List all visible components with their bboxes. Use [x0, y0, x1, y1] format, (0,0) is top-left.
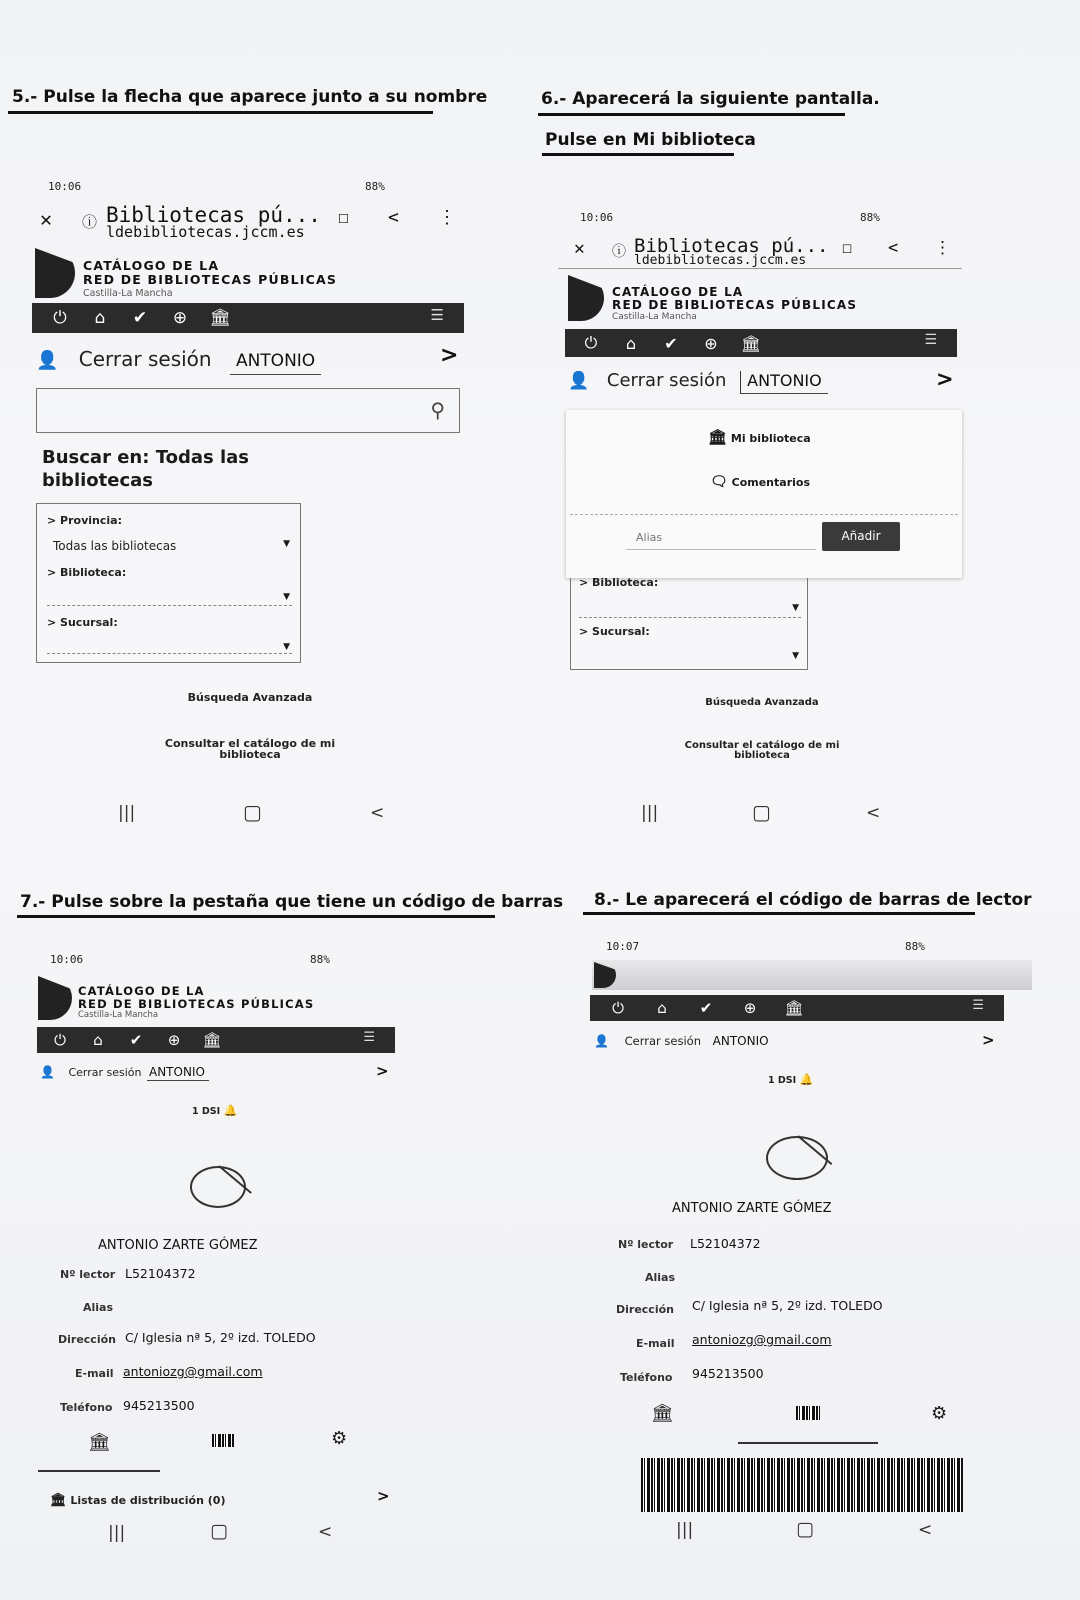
gear-icon[interactable]: ⚙	[331, 1428, 348, 1449]
logo-sub: Castilla-La Mancha	[612, 312, 697, 322]
logout-link[interactable]: Cerrar sesión	[606, 370, 727, 391]
catalog-link[interactable]: Consultar el catálogo de mi biblioteca	[684, 740, 840, 761]
user-name: ANTONIO	[230, 351, 321, 375]
back-button[interactable]: <	[318, 1522, 333, 1542]
advanced-search-link[interactable]: Búsqueda Avanzada	[187, 691, 313, 704]
logo-mark	[568, 275, 604, 321]
close-icon[interactable]: ✕	[574, 238, 585, 259]
avatar	[766, 1136, 828, 1180]
chevron-down-icon: ▼	[283, 539, 290, 549]
status-time: 10:06	[50, 953, 84, 966]
direccion-value: C/ Iglesia nª 5, 2º izd. TOLEDO	[692, 1298, 883, 1313]
direccion-value: C/ Iglesia nª 5, 2º izd. TOLEDO	[125, 1330, 316, 1345]
menu-item-mi-biblioteca[interactable]	[708, 428, 811, 446]
bell-icon: 🔔	[799, 1073, 814, 1086]
divider	[558, 268, 962, 269]
logo-sub: Castilla-La Mancha	[78, 1010, 159, 1020]
logout-link[interactable]: Cerrar sesión	[78, 347, 212, 371]
telefono-label: Teléfono	[620, 1371, 673, 1384]
logo-mark	[35, 248, 75, 298]
step-6-sub-underline	[542, 153, 734, 156]
search-zoom-icon[interactable]: ⊕	[172, 308, 188, 328]
logo-sub: Castilla-La Mancha	[83, 288, 173, 299]
filter-panel	[570, 578, 808, 670]
lector-label: Nº lector	[618, 1238, 674, 1251]
status-time: 10:07	[606, 940, 640, 953]
gear-icon[interactable]: ⚙	[931, 1403, 948, 1424]
dsi-label: 1 DSI	[192, 1106, 221, 1117]
telefono-value: 945213500	[692, 1366, 764, 1381]
expand-arrow-button[interactable]: >	[376, 1062, 389, 1080]
share-icon[interactable]: <	[888, 238, 899, 258]
status-time: 10:06	[48, 180, 82, 193]
library-icon[interactable]: 🏛	[784, 999, 804, 1017]
home-button[interactable]: ▢	[752, 800, 771, 824]
dsi-badge[interactable]	[192, 1104, 237, 1117]
comentarios-label: Comentarios	[731, 476, 810, 489]
step-8-heading: 8.- Le aparecerá el código de barras de lector	[594, 890, 1032, 910]
step-5-underline	[8, 111, 433, 114]
email-value: antoniozg@gmail.com	[692, 1332, 832, 1347]
recent-apps-button[interactable]: |||	[676, 1520, 694, 1540]
bell-icon: 🔔	[223, 1104, 238, 1117]
menu-icon[interactable]: ☰	[430, 306, 444, 324]
check-icon[interactable]: ✔	[664, 333, 678, 353]
nav-toolbar	[32, 303, 464, 333]
comments-icon: 🗨	[710, 474, 728, 490]
logout-link[interactable]: Cerrar sesión	[68, 1066, 142, 1079]
home-button[interactable]: ▢	[243, 800, 262, 824]
check-icon[interactable]: ✔	[699, 999, 713, 1017]
divider	[570, 514, 958, 515]
info-icon[interactable]: ⓘ	[82, 213, 98, 231]
info-icon[interactable]: ⓘ	[612, 244, 626, 260]
provincia-select[interactable]: Todas las bibliotecas	[53, 539, 177, 553]
nav-toolbar	[590, 995, 1004, 1021]
step-6-heading: 6.- Aparecerá la siguiente pantalla.	[541, 89, 880, 109]
menu-item-comentarios[interactable]	[710, 474, 810, 490]
logo-line1: CATÁLOGO DE LA	[612, 285, 744, 299]
step-6-subheading: Pulse en Mi biblioteca	[545, 130, 756, 150]
library-tab-icon[interactable]: 🏛	[88, 1432, 111, 1453]
barcode-tab-icon[interactable]	[212, 1434, 234, 1447]
user-icon: 👤	[594, 1034, 609, 1048]
status-time: 10:06	[580, 211, 614, 224]
lector-value: L52104372	[690, 1236, 761, 1251]
step-8-underline	[583, 912, 975, 915]
user-icon: 👤	[36, 350, 59, 371]
search-zoom-icon[interactable]: ⊕	[704, 333, 718, 353]
biblioteca-select[interactable]	[47, 584, 292, 606]
alias-label: Alias	[645, 1271, 676, 1284]
logo-mark	[594, 962, 616, 988]
distribution-lists-label: Listas de distribución (0)	[70, 1494, 226, 1507]
logo-line1: CATÁLOGO DE LA	[78, 984, 205, 998]
logo-line2: RED DE BIBLIOTECAS PÚBLICAS	[612, 298, 858, 312]
back-button[interactable]: <	[866, 803, 881, 823]
alias-label: Alias	[83, 1301, 114, 1314]
step-7-underline	[17, 915, 495, 918]
add-button[interactable]: Añadir	[822, 522, 900, 551]
user-name: ANTONIO	[712, 1034, 769, 1048]
back-button[interactable]: <	[918, 1520, 933, 1540]
power-icon[interactable]: ⏻	[53, 308, 67, 328]
distribution-lists-link[interactable]	[50, 1493, 225, 1508]
power-icon[interactable]: ⏻	[612, 999, 624, 1017]
recent-apps-button[interactable]: |||	[118, 803, 136, 823]
home-icon[interactable]: ⌂	[94, 308, 106, 328]
user-name: ANTONIO	[740, 371, 828, 394]
home-icon[interactable]: ⌂	[93, 1031, 103, 1049]
close-icon[interactable]: ✕	[40, 207, 53, 231]
logo-line1: CATÁLOGO DE LA	[83, 258, 220, 273]
library-tab-icon[interactable]: 🏛	[651, 1403, 674, 1424]
barcode-tab-icon[interactable]	[796, 1406, 820, 1420]
advanced-search-link[interactable]: Búsqueda Avanzada	[705, 697, 819, 708]
library-icon: 🏛	[50, 1493, 67, 1508]
browser-title: Bibliotecas pú...	[634, 235, 829, 257]
user-icon: 👤	[40, 1065, 55, 1079]
recent-apps-button[interactable]: |||	[641, 803, 659, 823]
menu-icon[interactable]: ☰	[972, 998, 984, 1013]
email-label: E-mail	[75, 1367, 114, 1380]
menu-icon[interactable]: ☰	[924, 332, 937, 348]
email-label: E-mail	[636, 1337, 675, 1350]
power-icon[interactable]: ⏻	[584, 333, 598, 352]
expand-arrow-button[interactable]: >	[982, 1031, 995, 1049]
dsi-badge[interactable]	[768, 1073, 813, 1086]
lector-value: L52104372	[125, 1266, 196, 1281]
home-button[interactable]: ▢	[796, 1518, 814, 1540]
bookmark-icon[interactable]: ☐	[842, 238, 853, 258]
chevron-down-icon: ▼	[792, 603, 799, 613]
bookmark-icon[interactable]: ☐	[338, 207, 349, 228]
library-icon[interactable]: 🏛	[202, 1031, 222, 1049]
telefono-value: 945213500	[123, 1398, 195, 1413]
user-icon: 👤	[568, 371, 590, 391]
user-fullname: ANTONIO ZARTE GÓMEZ	[672, 1201, 832, 1216]
user-fullname: ANTONIO ZARTE GÓMEZ	[98, 1238, 258, 1253]
search-zoom-icon[interactable]: ⊕	[743, 999, 757, 1017]
sucursal-label: > Sucursal:	[579, 625, 650, 638]
status-battery: 88%	[860, 211, 880, 224]
step-5-heading: 5.- Pulse la flecha que aparece junto a su nombre	[12, 87, 488, 107]
user-dropdown-menu	[566, 410, 962, 578]
reader-barcode	[641, 1458, 963, 1512]
back-button[interactable]: <	[370, 803, 385, 823]
menu-icon[interactable]: ☰	[363, 1030, 375, 1045]
search-zoom-icon[interactable]: ⊕	[167, 1031, 181, 1049]
library-icon[interactable]: 🏛	[209, 308, 231, 328]
lector-label: Nº lector	[60, 1268, 116, 1281]
active-tab-indicator	[38, 1470, 160, 1472]
alias-placeholder: Alias	[636, 531, 663, 544]
avatar	[190, 1166, 246, 1208]
chevron-down-icon: ▼	[792, 651, 799, 661]
home-icon[interactable]: ⌂	[625, 333, 637, 353]
search-icon[interactable]: ⚲	[430, 398, 445, 422]
biblioteca-select[interactable]	[579, 596, 801, 618]
biblioteca-label: > Biblioteca:	[47, 566, 127, 579]
expand-arrow-button[interactable]: >	[440, 343, 459, 368]
biblioteca-label: > Biblioteca:	[579, 576, 659, 589]
nav-toolbar	[37, 1027, 395, 1053]
logo-line2: RED DE BIBLIOTECAS PÚBLICAS	[78, 997, 315, 1011]
home-button[interactable]: ▢	[210, 1520, 228, 1542]
filter-panel	[36, 503, 301, 663]
mi-biblioteca-label: Mi biblioteca	[730, 432, 811, 445]
logo-line2: RED DE BIBLIOTECAS PÚBLICAS	[83, 272, 338, 287]
email-value: antoniozg@gmail.com	[123, 1364, 263, 1379]
browser-url[interactable]: ldebibliotecas.jccm.es	[106, 223, 305, 241]
browser-title: Bibliotecas pú...	[106, 203, 321, 227]
chevron-down-icon: ▼	[283, 592, 290, 602]
step-7-heading: 7.- Pulse sobre la pestaña que tiene un código de barras	[20, 892, 564, 912]
more-icon[interactable]: ⋮	[934, 238, 951, 258]
direccion-label: Dirección	[616, 1303, 674, 1316]
more-icon[interactable]: ⋮	[438, 207, 456, 228]
alias-input[interactable]	[626, 522, 816, 550]
library-icon: 🏛	[708, 428, 728, 446]
direccion-label: Dirección	[58, 1333, 116, 1346]
telefono-label: Teléfono	[60, 1401, 113, 1414]
sucursal-select[interactable]	[47, 632, 292, 654]
blurred-header	[592, 960, 1032, 990]
logout-link[interactable]: Cerrar sesión	[624, 1034, 701, 1048]
status-battery: 88%	[365, 180, 385, 193]
status-battery: 88%	[905, 940, 925, 953]
check-icon[interactable]: ✔	[129, 1031, 143, 1049]
expand-arrow-button[interactable]: >	[936, 367, 954, 391]
chevron-down-icon: ▼	[283, 642, 290, 652]
recent-apps-button[interactable]: |||	[108, 1523, 126, 1543]
provincia-label: > Provincia:	[47, 514, 122, 527]
step-6-underline	[538, 113, 845, 116]
distribution-lists-arrow[interactable]: >	[377, 1487, 390, 1505]
search-input[interactable]	[36, 388, 460, 433]
check-icon[interactable]: ✔	[132, 308, 148, 328]
share-icon[interactable]: <	[388, 207, 399, 228]
active-tab-indicator	[738, 1442, 878, 1444]
status-battery: 88%	[310, 953, 330, 966]
search-scope-heading: Buscar en: Todas las bibliotecas	[42, 447, 249, 491]
dsi-label: 1 DSI	[768, 1075, 797, 1086]
power-icon[interactable]: ⏻	[54, 1031, 66, 1049]
browser-url[interactable]: ldebibliotecas.jccm.es	[634, 253, 807, 268]
logo-mark	[38, 976, 72, 1020]
nav-toolbar	[565, 329, 957, 357]
home-icon[interactable]: ⌂	[657, 999, 667, 1017]
user-name: ANTONIO	[147, 1065, 209, 1081]
catalog-link[interactable]: Consultar el catálogo de mi biblioteca	[164, 737, 336, 761]
sucursal-label: > Sucursal:	[47, 616, 118, 629]
library-icon[interactable]: 🏛	[740, 333, 762, 353]
